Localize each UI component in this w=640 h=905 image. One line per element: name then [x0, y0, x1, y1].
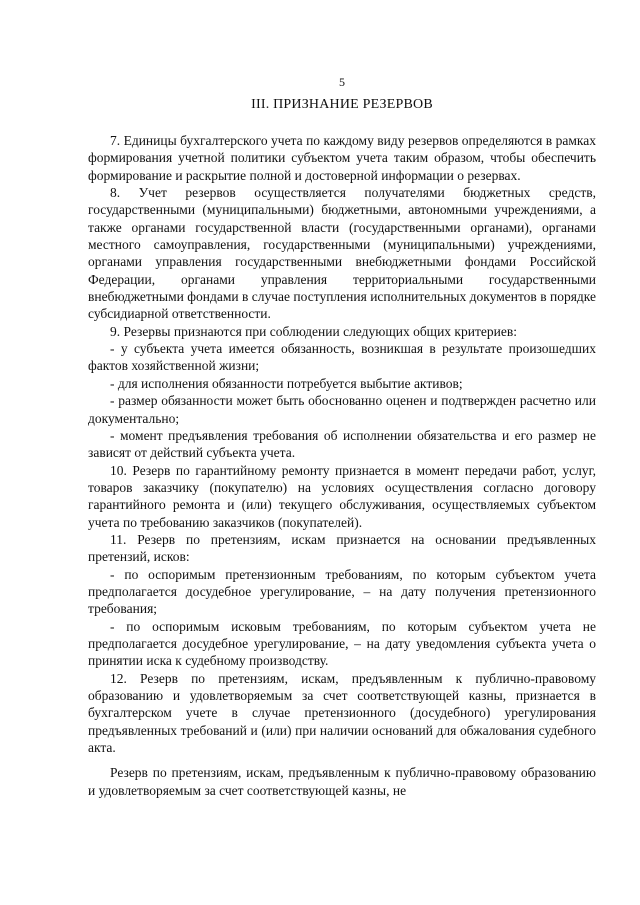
- paragraph-11: 11. Резерв по претензиям, искам признается на основании предъявленных претензий, исков:: [88, 531, 596, 565]
- paragraph-7: 7. Единицы бухгалтерского учета по каждому виду резервов определяются в рамках формирования учетной политики субъектом учета таким образом, чтобы обеспечить формирование и раскрытие полной и достоверной информации о резервах.: [88, 133, 596, 183]
- page-number: 5: [339, 75, 345, 89]
- criterion-item: - момент предъявления требования об исполнении обязательства и его размер не зависят от действий субъекта учета.: [88, 427, 596, 461]
- criterion-item: - для исполнения обязанности потребуется выбытие активов;: [110, 375, 463, 391]
- section-title: III. ПРИЗНАНИЕ РЕЗЕРВОВ: [251, 97, 433, 112]
- paragraph-9: 9. Резервы признаются при соблюдении следующих общих критериев:: [110, 323, 517, 339]
- paragraph-10: 10. Резерв по гарантийному ремонту признается в момент передачи работ, услуг, товаров заказчику (покупателю) на условиях осуществления согласно договору гарантийного ремонта и (или) текущего обслуживания, осуществляемых субъектом учета по требованию заказчиков (покупателей).: [88, 462, 596, 530]
- criterion-item: - размер обязанности может быть обоснованно оценен и подтвержден расчетно или документально;: [88, 393, 596, 426]
- paragraph-12: 12. Резерв по претензиям, искам, предъявленным к публично-правовому образованию и удовлетворяемым за счет соответствующей казны, признается в бухгалтерском учете в случае претензионного (досудебного) урегулирования предъявленных требований и (или) при наличии оснований для обжалования судебного акта.: [88, 670, 596, 756]
- claim-item: - по оспоримым исковым требованиям, по которым субъектом учета не предполагается досудебное урегулирование, – на дату уведомления субъекта учета о принятии иска к судебному производству.: [88, 618, 596, 669]
- claim-item: - по оспоримым претензионным требованиям, по которым субъектом учета предполагается досудебное урегулирование, – на дату получения претензионного требования;: [88, 566, 596, 617]
- paragraph-12-continuation: Резерв по претензиям, искам, предъявленным к публично-правовому образованию и удовлетворяемым за счет соответствующей казны, не: [88, 765, 596, 798]
- paragraph-8: 8. Учет резервов осуществляется получателями бюджетных средств, государственными (муниципальными) бюджетными, автономными учреждениями, а также органами государственной власти (государственными органами), органами местного самоуправления, государственными (муниципальными) учреждениями, органами управления государственными внебюджетными фондами Российской Федерации, органами управления территориальными государственными внебюджетными фондами в случае поступления исполнительных документов в порядке субсидиарной ответственности.: [88, 185, 596, 322]
- criterion-item: - у субъекта учета имеется обязанность, возникшая в результате произошедших фактов хозяйственной жизни;: [88, 341, 596, 374]
- document-page: [88, 74, 596, 799]
